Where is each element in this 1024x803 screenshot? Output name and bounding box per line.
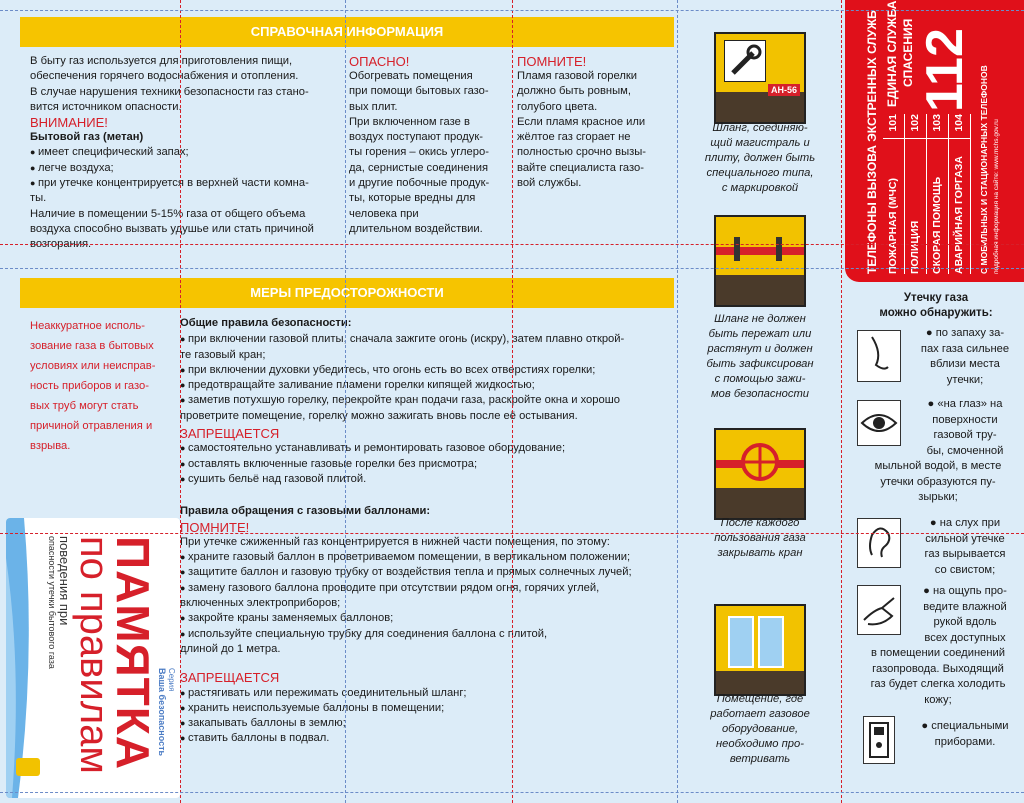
gas-detector-icon [863,716,895,764]
intro-line: возгорания. [30,238,92,251]
cover-line2: опасности утечки бытового газа [47,536,57,669]
measures-left-note [30,316,175,456]
danger-line: Обогревать помещения [349,70,473,82]
leak-line: газопровода. Выходящий [872,662,1004,675]
cut-line [0,244,1024,245]
remember-line: вайте специалиста газо- [517,161,644,174]
fold-line [0,10,1024,11]
caption-line: пользования газа [714,532,806,544]
leak-line: со свистом; [934,563,996,576]
caption-line: с помощью зажи- [714,373,806,385]
phone-number: 102 [905,114,926,139]
phone-number: 101 [883,114,904,139]
gas-valve-illustration [714,428,806,520]
series-name: Ваша безопасность [157,668,167,757]
caption-4 [700,692,820,767]
general-rule: ● заметив потухшую горелку, перекройте кран подачи газа, раскройте окна и хорошо проветрите помещение, горелку можно зажигать вновь после её остывания. [180,393,675,424]
leak-touch-wide [852,646,1024,708]
cylinder-rule: ● замену газового баллона проводите при отсутствии рядом огня, горячих углей, включенных электроприборов; [180,581,675,612]
caption-line: быть пережат или [708,328,812,340]
remember-line: жёлтое газ сгорает не [517,131,631,144]
reference-col2 [349,54,509,237]
fold-line [0,792,1024,793]
remember-line: Если пламя красное или [517,115,646,128]
unified-number: 112 [916,28,974,112]
leak-sound [906,516,1024,578]
hose-badge: АН-56 [768,84,800,96]
window-ventilation-illustration [714,604,806,696]
caption-line: Шланг, соединяю- [712,122,808,134]
general-rule: ● при включении духовки убедитесь, что огонь есть во всех отверстиях горелки; [180,363,675,378]
nose-icon [857,330,901,382]
danger-line: человека при [349,207,419,220]
leak-line: вблизи места [930,358,1000,370]
caption-3 [700,516,820,561]
wrench-icon [724,40,766,82]
remember-label-2: ПОМНИТЕ! [180,519,250,535]
forbidden-rule: ● хранить неиспользуемые баллоны в помещении; [180,701,675,716]
leak-line: газовой тру- [933,429,997,441]
leak-line: ● специальными [921,720,1009,732]
reference-col3 [517,54,672,191]
caption-line: растянут и должен [707,343,813,355]
remember-line: Пламя газовой горелки [517,70,638,82]
leak-title-line1: Утечку газа [903,292,969,304]
remember-line: должно быть ровным, [517,85,631,98]
danger-line: При включенном газе в [349,115,470,128]
phone-number: 104 [949,114,970,139]
measures-body [180,316,675,747]
danger-line: при помощи бытовых газо- [349,85,489,98]
leak-line: зырьки; [918,491,958,503]
general-rule: ● при включении газовой плиты, сначала зажгите огонь (искру), затем плавно открой- те газовый кран; [180,332,675,363]
caption-line: специального типа, [706,167,814,179]
leak-line: бы, смоченной [926,444,1004,457]
ear-icon [857,518,901,568]
fold-line [677,0,678,803]
intro-line: воздуха способно вызвать удушье или стать причиной [30,222,314,235]
leak-line: ведите влажной [923,600,1007,613]
leak-line: газ будет слегка холодить [870,678,1006,690]
valve-wheel-icon [738,440,782,484]
phone-row [927,114,949,274]
caption-line: оборудование, [721,723,799,735]
forbidden-rule: ● закапывать баллоны в землю; [180,716,675,731]
intro-line: вится источником опасности. [30,100,182,113]
phone-number: 103 [927,114,948,139]
phone-row [905,114,927,274]
general-rule: ● предотвращайте заливание пламени горелки кипящей жидкостью; [180,378,675,393]
methane-property: ● имеет специфический запах; [30,145,345,160]
cut-line [180,0,181,803]
cover-line1: поведения при [57,536,72,626]
phone-service-name: ПОЛИЦИЯ [909,220,921,274]
caption-line: работает газовое [710,708,810,720]
cylinder-rule: ● закройте краны заменяемых баллонов; [180,611,675,626]
caption-line: закрывать кран [717,547,803,559]
caption-1 [700,121,820,196]
phone-service-name: СКОРАЯ ПОМОЩЬ [931,176,943,274]
caption-line: с маркировкой [721,182,799,194]
hose-clamp-illustration [714,215,806,307]
leak-line: утечки образуются пу- [880,475,996,488]
caption-line: быть зафиксирован [706,358,814,370]
leak-line: поверхности [932,413,998,426]
intro-line: обеспечения горячего водоснабжения и отопления. [30,70,299,83]
caption-line: плиту, должен быть [704,152,816,164]
leak-visual-wide [852,459,1024,506]
intro-line: Наличие в помещении 5-15% газа от общего объема [30,207,306,220]
unified-service-label: ЕДИНАЯ СЛУЖБА [885,0,899,107]
phones-title: ТЕЛЕФОНЫ ВЫЗОВА ЭКСТРЕННЫХ СЛУЖБ [865,10,879,274]
leak-title [850,291,1022,321]
leak-line: газ вырывается [924,548,1006,560]
leak-devices [906,719,1024,750]
danger-line: и другие побочные продук- [349,177,490,190]
phone-service-name: АВАРИЙНАЯ ГОРГАЗА [953,156,965,274]
reference-header: СПРАВОЧНАЯ ИНФОРМАЦИЯ [20,17,674,47]
forbidden-rule: ● растягивать или пережимать соединительный шланг; [180,686,675,701]
leak-line: приборами. [934,735,996,748]
caption-line: ветривать [729,753,791,765]
remember-line: вой службы. [517,177,582,190]
measures-note-line: ность приборов и газо- [30,380,149,392]
methane-property: ● легче воздуха; [30,161,345,176]
fold-line [0,268,1024,269]
caption-line: щий магистраль и [710,137,810,149]
methane-subtitle: Бытовой газ (метан) [30,131,144,144]
danger-line: вых плит. [349,100,398,113]
danger-label: ОПАСНО! [349,54,410,69]
leak-line: пах газа сильнее [920,342,1010,355]
danger-line: ты горения – окись углеро- [349,146,489,159]
intro-line: В быту газ используется для приготовления пищи, [30,55,293,67]
intro-line: В случае нарушения техники безопасности газ стано- [30,85,309,98]
forbidden-rule: ● ставить баллоны в подвал. [180,731,675,746]
forbidden-rule: ● сушить бельё над газовой плитой. [180,472,675,487]
leak-touch [906,584,1024,646]
series-label: Серия [167,668,176,692]
leak-line: кожу; [924,693,952,706]
hose-marking-illustration [714,32,806,124]
phones-from: С МОБИЛЬНЫХ И СТАЦИОНАРНЫХ ТЕЛЕФОНОВ [979,65,989,274]
general-rules-title: Общие правила безопасности: [180,317,352,329]
leak-line: сильной утечке [925,532,1005,545]
cylinder-rules-title: Правила обращения с газовыми баллонами: [180,505,431,518]
danger-line: воздух поступают продук- [349,131,483,144]
leak-title-line2: можно обнаружить: [879,307,993,319]
attention-label: ВНИМАНИЕ! [30,115,108,131]
measures-note-line: зование газа в бытовых [30,340,154,352]
cover-subtitle: по правилам [72,536,116,774]
remember-line: голубого цвета. [517,100,598,113]
cylinder-rule: ● защитите баллон и газовую трубку от воздействия тепла и прямых солнечных лучей; [180,565,675,580]
eye-icon [857,400,901,446]
forbidden-title-1: ЗАПРЕЩАЕТСЯ [180,426,280,442]
phones-site: подробная информация на сайте: www.mchs.gov.ru [993,119,1000,274]
caption-2 [700,312,820,402]
reference-col1 [30,54,345,253]
cylinder-rule: ● храните газовый баллон в проветриваемом помещении, в вертикальном положении; [180,550,675,565]
fold-line [345,0,346,803]
cut-line [0,533,1024,534]
caption-line: Помещение, где [716,693,804,705]
leak-line: ● на слух при [929,517,1001,529]
forbidden-title-2: ЗАПРЕЩАЕТСЯ [180,670,280,686]
cover-card [6,518,180,798]
cover-title: ПАМЯТКА [107,536,159,771]
leak-visual [906,397,1024,459]
cylinder-rule: ● используйте специальную трубку для соединения баллона с плитой, длиной до 1 метра. [180,627,675,658]
leak-line: ● по запаху за- [925,327,1005,339]
methane-property: ● при утечке концентрируется в верхней части комна- [30,176,345,191]
emergency-phones-card [845,0,1024,282]
caption-line: необходимо про- [716,738,804,750]
remember-line: полностью срочно вызы- [517,146,647,159]
caption-line: Шланг не должен [714,313,806,325]
measures-header: МЕРЫ ПРЕДОСТОРОЖНОСТИ [20,278,674,308]
danger-line: да, сернистые соединения [349,161,489,174]
caption-line: После каждого [720,517,800,529]
danger-line: длительном воздействии. [349,222,483,235]
intro-line: ты. [30,192,47,205]
phone-service-name: ПОЖАРНАЯ (МЧС) [887,178,899,274]
measures-note-line: взрыва. [30,440,71,452]
leak-line: ● «на глаз» на [927,398,1003,410]
phone-row [949,114,971,274]
caption-line: мов безопасности [710,388,809,400]
cylinder-intro: При утечке сжиженный газ концентрируется в нижней части помещения, по этому: [180,535,610,548]
leak-line: утечки; [946,373,984,386]
leak-line: ● на ощупь про- [923,585,1007,597]
forbidden-rule: ● самостоятельно устанавливать и ремонтировать газовое оборудование; [180,441,675,456]
leak-line: рукой вдоль [933,616,997,628]
cut-line [512,0,513,803]
measures-note-line: вых труб могут стать [30,400,139,412]
danger-line: ты, которые вредны для [349,192,476,205]
leak-line: всех доступных [924,631,1006,644]
forbidden-rule: ● оставлять включенные газовые горелки без присмотра; [180,457,675,472]
leak-smell [906,326,1024,388]
measures-note-line: причиной отравления и [30,420,153,432]
leak-line: мыльной водой, в месте [874,460,1002,472]
measures-note-line: условиях или неисправ- [30,360,156,372]
hand-icon [857,585,901,635]
unified-service-label-2: СПАСЕНИЯ [901,18,915,87]
cut-line [841,0,842,803]
phone-row [883,114,905,274]
measures-note-line: Неаккуратное исполь- [30,320,145,332]
leak-line: в помещении соединений [870,647,1006,659]
remember-label: ПОМНИТЕ! [517,54,587,69]
